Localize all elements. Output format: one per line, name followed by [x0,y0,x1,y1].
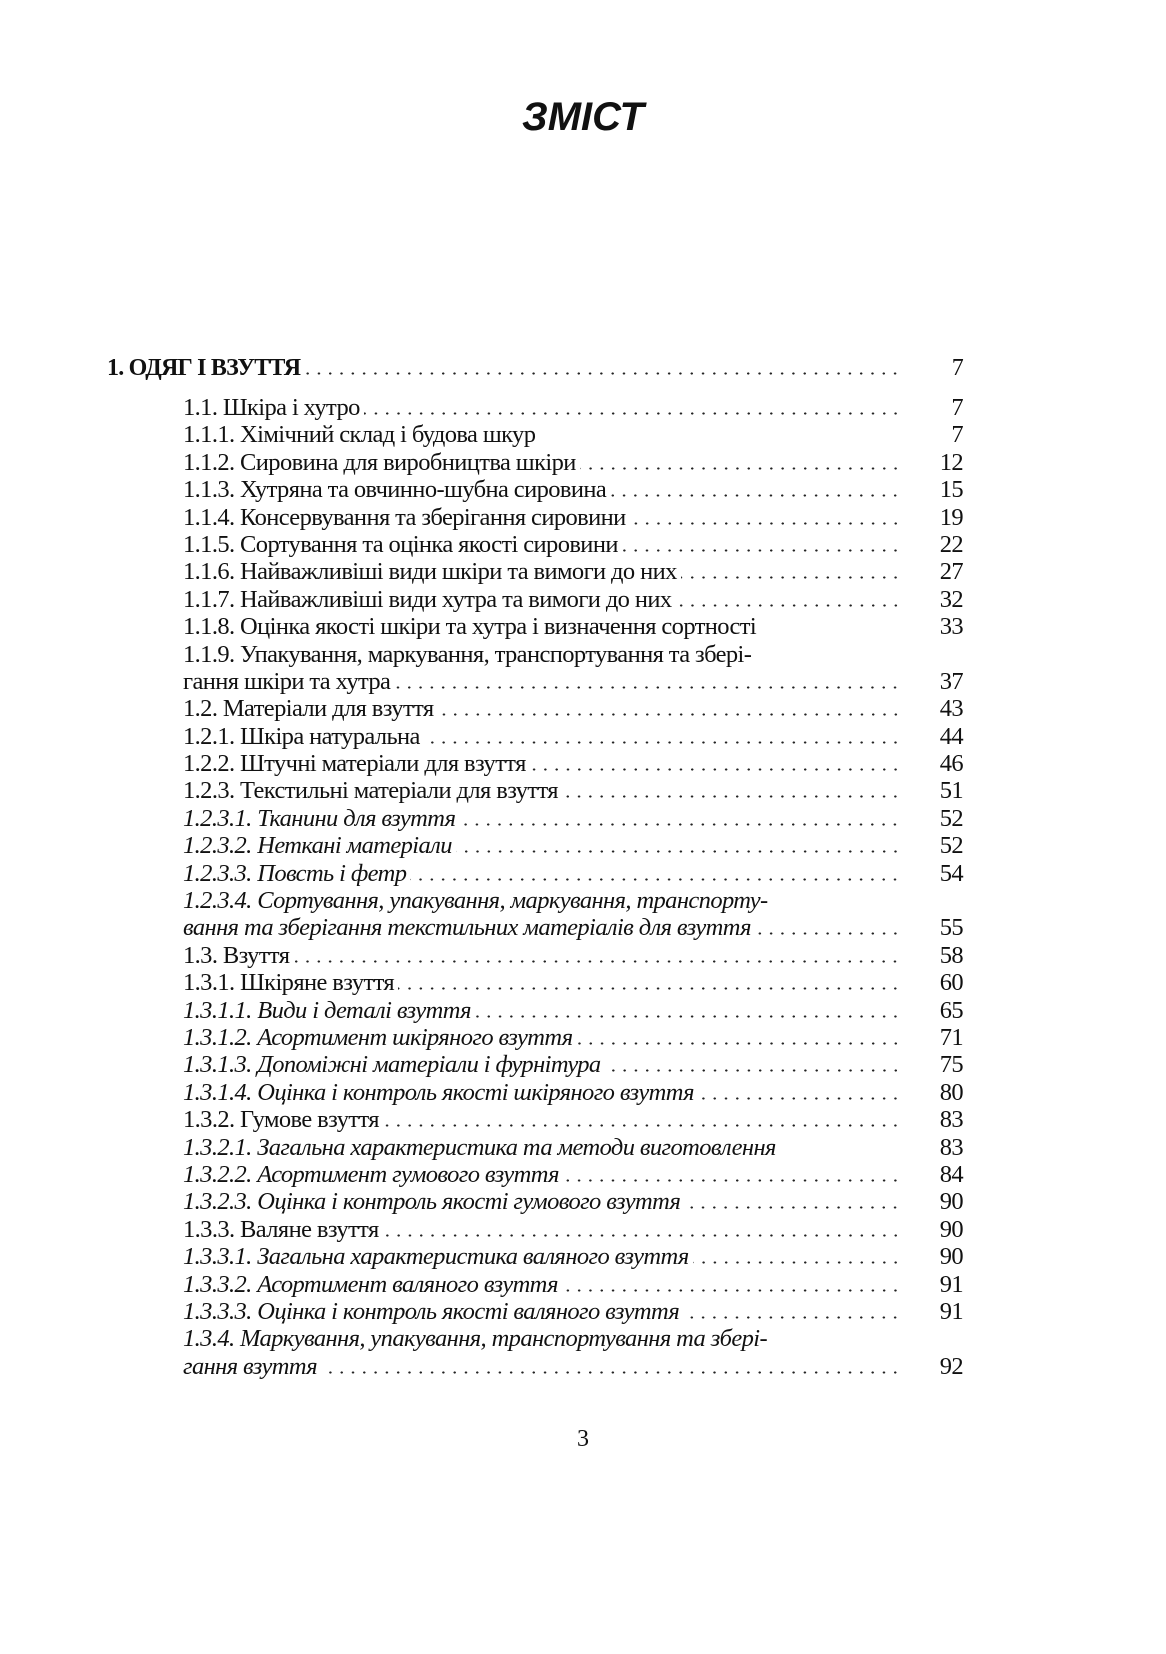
dot-leader [321,1371,901,1374]
toc-entry-page: 33 [939,613,963,641]
toc-entry-page: 58 [939,941,963,969]
dot-leader [398,987,901,990]
toc-entry-page: 65 [939,996,963,1024]
toc-entry[interactable] [0,586,1166,613]
dot-leader [580,467,901,470]
toc-entry[interactable] [0,1161,1166,1188]
toc-entry-page: 83 [939,1106,963,1134]
toc-entry[interactable] [0,1024,1166,1051]
dot-leader [383,1124,901,1127]
toc-entry-title: 1.1.2. Сировина для виробництва шкіри [183,448,576,476]
toc-entry-page: 91 [939,1297,963,1325]
toc-entry-title: 1.3.2. Гумове взуття [183,1106,379,1134]
toc-entry[interactable] [0,942,1166,969]
toc-entry-title: 1.2. Матеріали для взуття [183,695,434,723]
dot-leader [563,1179,901,1182]
toc-entry-page: 92 [939,1352,963,1380]
toc-entry[interactable] [0,887,1166,914]
toc-entry[interactable] [0,641,1166,668]
toc-entry-page: 46 [939,750,963,778]
toc-entry[interactable] [0,1243,1166,1270]
toc-entry-page: 43 [939,695,963,723]
toc-entry-page: 90 [939,1188,963,1216]
page-title: ЗМІСТ [522,95,644,139]
toc-entry-page: 83 [939,1133,963,1161]
toc-entry[interactable] [0,805,1166,832]
toc-entry[interactable] [0,914,1166,941]
toc-entry-title: 1.2.1. Шкіра натуральна [183,722,420,750]
toc-entry[interactable] [0,997,1166,1024]
toc-entry-title: 1.2.3. Текстильні матеріали для взуття [183,777,558,805]
dot-leader [698,1097,901,1100]
table-of-contents [0,354,1166,1380]
toc-entry[interactable] [0,1216,1166,1243]
toc-entry-title: 1.3.1.2. Асортимент шкіряного взуття [183,1023,573,1051]
toc-entry-title: 1.1.1. Хімічний склад і будова шкур [183,421,536,449]
dot-leader [684,1206,901,1209]
toc-entry-page: 51 [939,777,963,805]
dot-leader [622,549,901,552]
dot-leader [683,1316,901,1319]
toc-entry-page: 54 [939,859,963,887]
toc-entry-title: 1.3.2.2. Асортимент гумового взуття [183,1160,559,1188]
dot-leader [530,768,901,771]
toc-entry-page: 15 [939,476,963,504]
dot-leader [456,850,901,853]
toc-entry[interactable] [0,723,1166,750]
toc-entry[interactable] [0,1188,1166,1215]
toc-entry-page: 7 [951,355,963,381]
dot-leader [459,823,901,826]
toc-entry-title: гання взуття [183,1352,318,1380]
toc-entry[interactable] [0,1106,1166,1133]
toc-entry[interactable] [0,695,1166,722]
toc-entry[interactable] [0,558,1166,585]
toc-entry-title: 1.3.1.1. Види і деталі взуття [183,996,471,1024]
toc-entry[interactable] [0,777,1166,804]
toc-entry[interactable] [0,1134,1166,1161]
toc-entry-page: 52 [939,832,963,860]
toc-entry-title: 1.3.1.3. Допоміжні матеріали і фурнітура [183,1051,601,1079]
toc-entry-title: 1.3.3.3. Оцінка і контроль якості валяного взуття [183,1297,680,1325]
toc-entry[interactable] [0,394,1166,421]
toc-entry-title: 1.2.3.2. Неткані матеріали [183,832,452,860]
toc-entry-title: 1.1.3. Хутряна та овчинно-шубна сировина [183,476,607,504]
toc-entry-title: 1.3.3.2. Асортимент валяного взуття [183,1270,558,1298]
toc-entry[interactable] [0,860,1166,887]
toc-entry-title: 1.1.6. Найважливіші види шкіри та вимоги до них [183,558,677,586]
toc-entry-page: 22 [939,530,963,558]
dot-leader [577,1042,901,1045]
toc-entry-page: 52 [939,804,963,832]
toc-entry-page: 84 [939,1160,963,1188]
dot-leader [681,576,901,579]
toc-entry-title: 1.2.2. Штучні матеріали для взуття [183,750,526,778]
toc-entry-page: 91 [939,1270,963,1298]
toc-entry-title: 1.3.1. Шкіряне взуття [183,969,395,997]
toc-entry-title: 1.1.5. Сортування та оцінка якості сировини [183,530,618,558]
toc-entry-title: вання та зберігання текстильних матеріалів для взуття [183,914,751,942]
dot-leader [676,604,901,607]
toc-entry-title: 1.1.7. Найважливіші види хутра та вимоги до них [183,585,672,613]
toc-entry-page: 32 [939,585,963,613]
toc-entry-title: 1.3.2.1. Загальна характеристика та методи виготовлення [183,1133,776,1161]
toc-entry[interactable] [0,668,1166,695]
toc-entry-title: 1.2.3.1. Тканини для взуття [183,804,456,832]
toc-entry[interactable] [0,449,1166,476]
toc-entry[interactable] [0,1325,1166,1352]
toc-entry[interactable] [0,476,1166,503]
toc-entry[interactable] [0,969,1166,996]
dot-leader [438,713,901,716]
toc-entry[interactable] [0,1051,1166,1078]
toc-entry-title: 1.1.8. Оцінка якості шкіри та хутра і визначення сортності [183,613,757,641]
toc-entry-title: 1.3.3. Валяне взуття [183,1215,379,1243]
toc-entry-page: 7 [951,421,963,449]
toc-entry[interactable] [0,354,1166,394]
toc-entry-title: 1.3.1.4. Оцінка і контроль якості шкіряного взуття [183,1078,694,1106]
dot-leader [562,1289,901,1292]
toc-entry[interactable] [0,1079,1166,1106]
dot-leader [383,1234,901,1237]
dot-leader [562,795,901,798]
toc-entry-title: 1.3.4. Маркування, упакування, транспортування та збері- [183,1325,768,1353]
toc-entry-title: 1.2.3.3. Повсть і фетр [183,859,407,887]
toc-entry[interactable] [0,531,1166,558]
dot-leader [394,686,901,689]
toc-entry[interactable] [0,1271,1166,1298]
toc-entry-title: 1.3. Взуття [183,941,290,969]
dot-leader [755,932,901,935]
toc-entry-title: 1.2.3.4. Сортування, упакування, маркування, транспорту- [183,887,768,915]
toc-entry-page: 19 [939,503,963,531]
toc-entry[interactable] [0,1298,1166,1325]
toc-entry-title: 1.3.3.1. Загальна характеристика валяного взуття [183,1243,689,1271]
toc-entry[interactable] [0,832,1166,859]
toc-entry-title: 1. ОДЯГ І ВЗУТТЯ [107,355,301,381]
toc-entry[interactable] [0,613,1166,640]
dot-leader [293,960,901,963]
dot-leader [610,494,901,497]
dot-leader [693,1261,901,1264]
toc-entry-title: 1.1. Шкіра і хутро [183,394,360,421]
toc-entry-title: 1.3.2.3. Оцінка і контроль якості гумового взуття [183,1188,681,1216]
toc-entry[interactable] [0,1353,1166,1380]
dot-leader [605,1069,901,1072]
dot-leader [630,522,901,525]
toc-entry-page: 90 [939,1243,963,1271]
toc-entry-title: 1.1.9. Упакування, маркування, транспортування та збері- [183,640,752,668]
toc-entry-page: 80 [939,1078,963,1106]
toc-entry[interactable] [0,421,1166,448]
page-number: 3 [577,1426,589,1452]
dot-leader [410,878,901,881]
toc-entry-page: 71 [939,1023,963,1051]
toc-entry-page: 75 [939,1051,963,1079]
dot-leader [364,412,901,415]
toc-entry-page: 44 [939,722,963,750]
toc-entry[interactable] [0,504,1166,531]
toc-entry-page: 60 [939,969,963,997]
toc-entry-page: 55 [939,914,963,942]
toc-entry-page: 90 [939,1215,963,1243]
dot-leader [475,1015,901,1018]
dot-leader [424,741,901,744]
toc-entry-title: гання шкіри та хутра [183,667,391,695]
toc-entry-page: 7 [951,394,963,421]
toc-entry-title: 1.1.4. Консервування та зберігання сировини [183,503,626,531]
toc-entry-page: 27 [939,558,963,586]
toc-entry[interactable] [0,750,1166,777]
dot-leader [304,372,901,375]
toc-entry-page: 12 [939,448,963,476]
toc-entry-page: 37 [939,667,963,695]
